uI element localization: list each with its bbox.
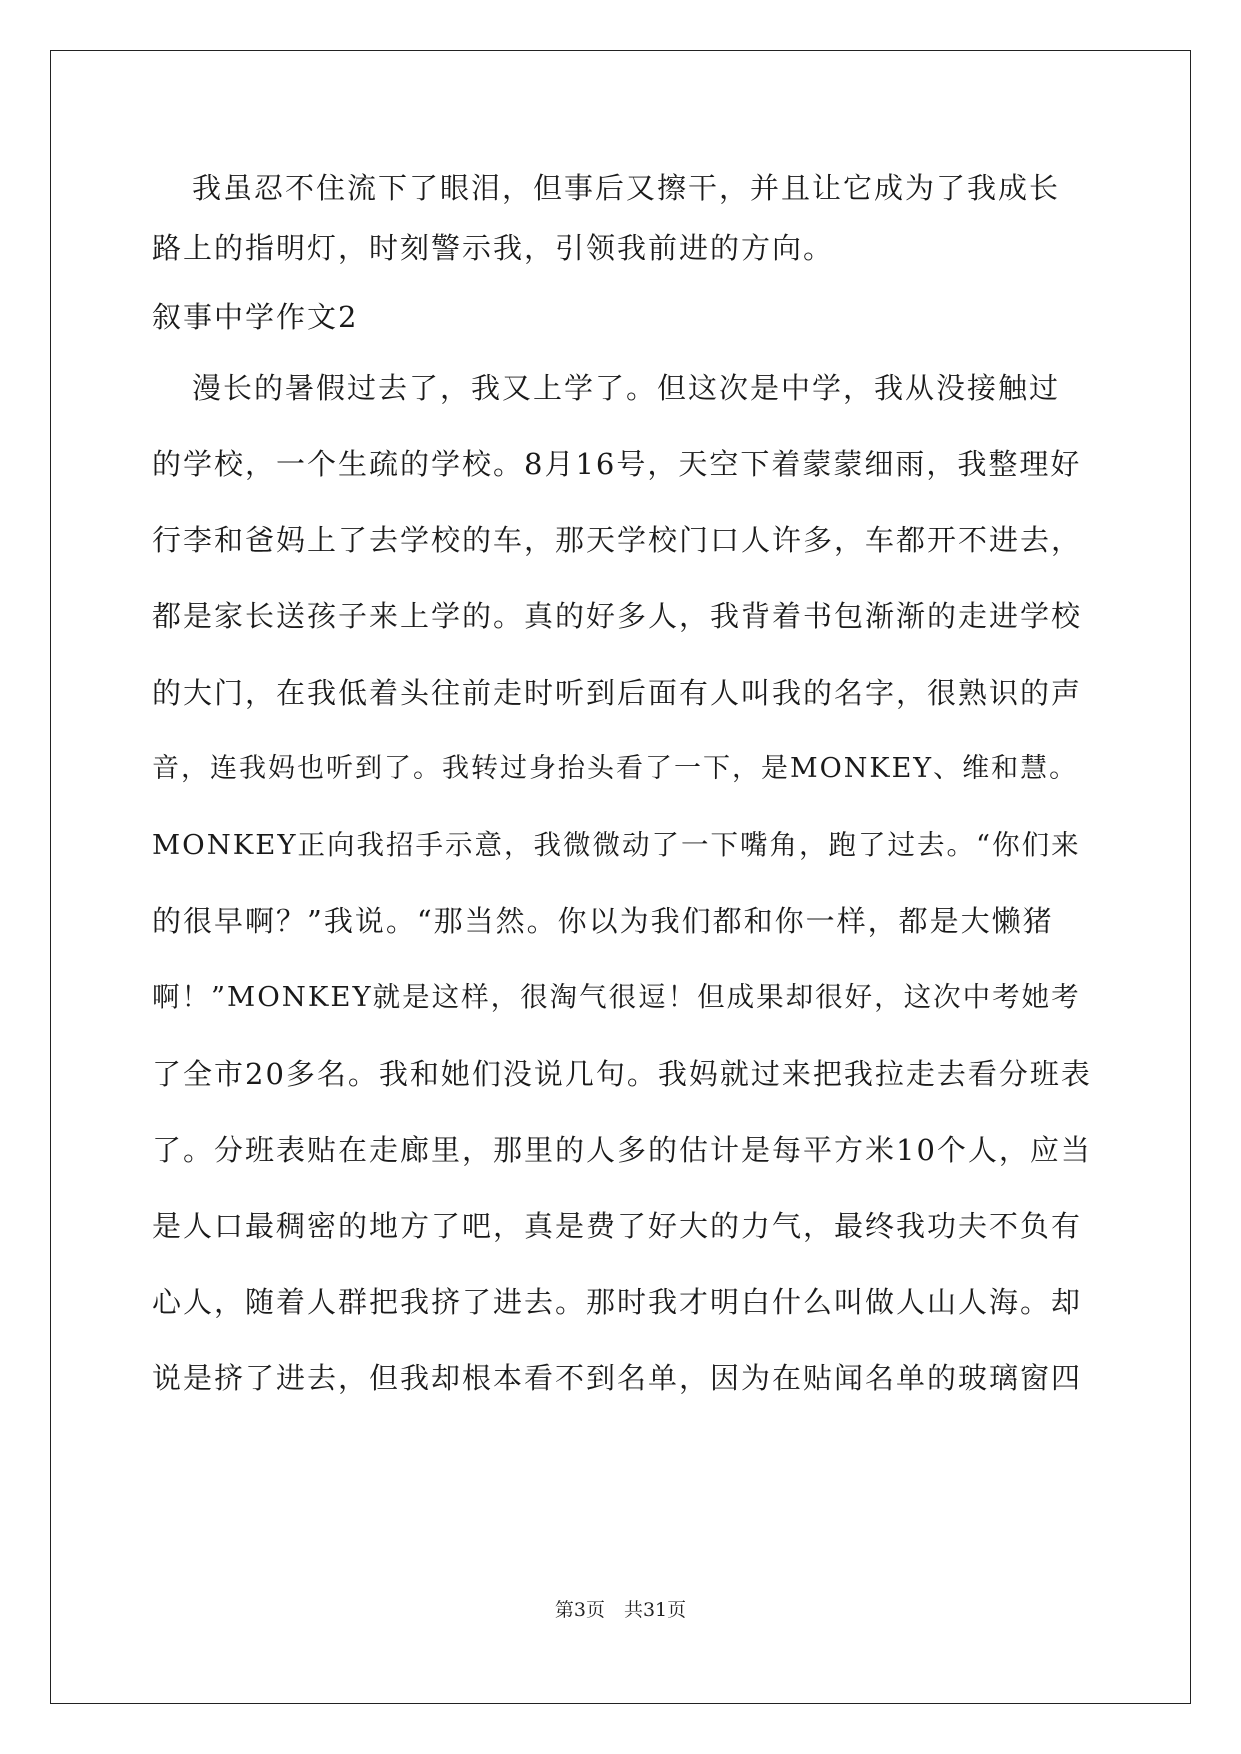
paragraph-line: 了。分班表贴在走廊里，那里的人多的估计是每平方米10个人，应当 [152,1133,1092,1167]
paragraph-line: 是人口最稠密的地方了吧，真是费了好大的力气，最终我功夫不负有 [152,1209,1083,1243]
paragraph-line: MONKEY正向我招手示意，我微微动了一下嘴角，跑了过去。“你们来 [152,829,1081,861]
paragraph-line: 的很早啊？”我说。“那当然。你以为我们都和你一样，都是大懒猪 [152,904,1054,938]
section-heading: 叙事中学作文2 [152,300,359,334]
paragraph-line: 心人，随着人群把我挤了进去。那时我才明白什么叫做人山人海。却 [152,1285,1083,1319]
paragraph-line: 行李和爸妈上了去学校的车，那天学校门口人许多，车都开不进去， [152,523,1083,557]
page-number-footer: 第3页 共31页 [554,1599,687,1621]
paragraph-line: 的大门，在我低着头往前走时听到后面有人叫我的名字，很熟识的声 [152,676,1083,710]
paragraph-line: 都是家长送孩子来上学的。真的好多人，我背着书包渐渐的走进学校 [152,599,1083,633]
paragraph-line: 路上的指明灯，时刻警示我，引领我前进的方向。 [152,231,835,265]
paragraph-line: 的学校，一个生疏的学校。8月16号，天空下着蒙蒙细雨，我整理好 [152,447,1082,481]
paragraph-line: 漫长的暑假过去了，我又上学了。但这次是中学，我从没接触过 [192,371,1061,405]
paragraph-line: 我虽忍不住流下了眼泪，但事后又擦干，并且让它成为了我成长 [192,171,1061,205]
paragraph-line: 说是挤了进去，但我却根本看不到名单，因为在贴闻名单的玻璃窗四 [152,1361,1083,1395]
paragraph-line: 音，连我妈也听到了。我转过身抬头看了一下，是MONKEY、维和慧。 [152,753,1079,784]
paragraph-line: 了全市20多名。我和她们没说几句。我妈就过来把我拉走去看分班表 [152,1057,1092,1091]
paragraph-line: 啊！”MONKEY就是这样，很淘气很逗！但成果却很好，这次中考她考 [152,981,1081,1013]
